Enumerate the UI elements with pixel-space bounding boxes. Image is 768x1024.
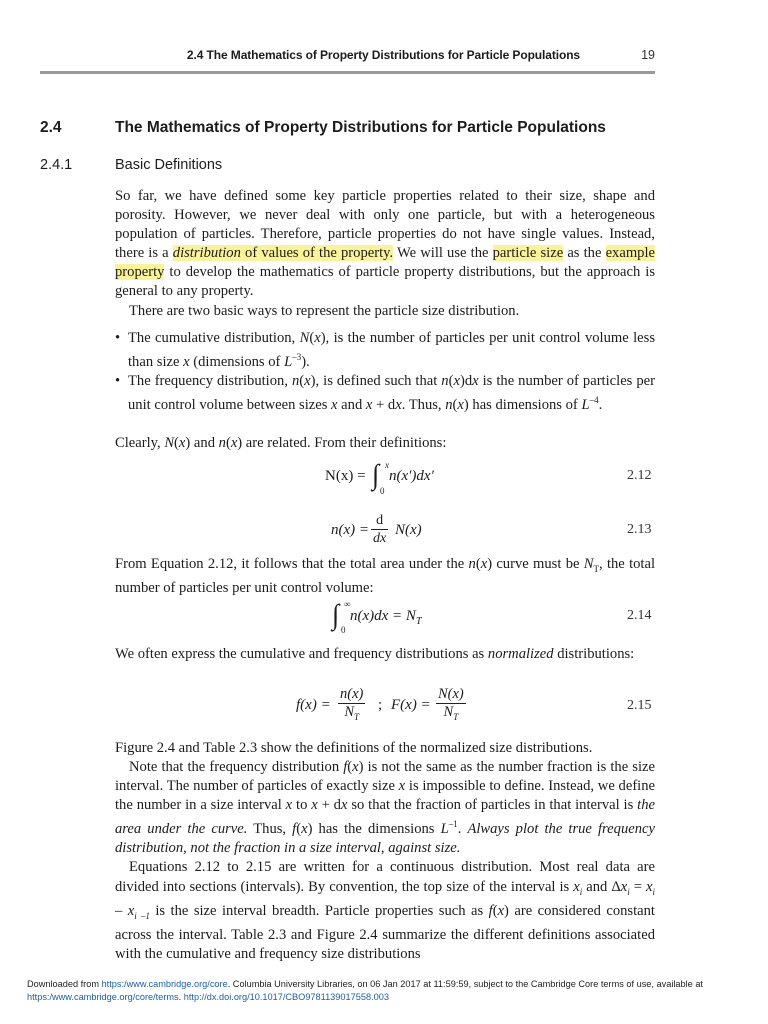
highlight: distribution of values of the property. bbox=[172, 245, 394, 262]
eq-separator: ; bbox=[378, 697, 383, 713]
eq-rhs: $n(x)dx = N_T$ bbox=[350, 608, 422, 627]
closing-paragraphs bbox=[115, 739, 655, 964]
section-title: The Mathematics of Property Distributions for Particle Populations bbox=[115, 119, 606, 136]
eq-rhs: N(x) bbox=[395, 522, 422, 538]
eq-lhs: F(x) = bbox=[391, 697, 431, 713]
header-rule bbox=[40, 71, 655, 74]
paragraph: From Equation 2.12, it follows that the total area under the n(x) curve must be $N_T$, the total number of particles per unit control volume: bbox=[115, 556, 656, 596]
equation-number: 2.15 bbox=[627, 698, 652, 713]
eq-upper-limit: ∞ bbox=[344, 599, 351, 609]
fraction: $\frac{N(x)}{N_T}$ bbox=[438, 686, 464, 722]
fraction: $\frac{d}{dx}$ bbox=[373, 513, 387, 546]
eq-lhs: N(x) = bbox=[325, 468, 366, 484]
eq-lhs: n(x) = bbox=[331, 522, 370, 538]
list-item: • The cumulative distribution, N(x), is the number of particles per unit control volume less than size x (dimensions of $L^{-3}$). bbox=[115, 329, 655, 372]
bullet-list bbox=[115, 329, 655, 415]
intro-paragraphs bbox=[115, 187, 655, 321]
running-head bbox=[40, 48, 655, 66]
paragraph: Equations 2.12 to 2.15 are written for a continuous distribution. Most real data are divided into sections (intervals). By convention, the top size of the interval is $x_i$ and $\Delta x_i = x_i - x_{i -1}$ is the size interval breadth. Particle properties such as f(x) are considered constant across the interval. Table 2.3 and Figure 2.4 summarize the different definitions associated with the cumulative and frequency size distributions bbox=[115, 859, 655, 962]
subsection-title: Basic Definitions bbox=[115, 157, 223, 173]
integral-sign: ∫ bbox=[372, 458, 380, 491]
equation-2-13 bbox=[331, 512, 531, 552]
doi-link[interactable]: http://dx.doi.org/10.1017/CBO9781139017558.003 bbox=[183, 992, 389, 1002]
subsection-number: 2.4.1 bbox=[40, 157, 73, 173]
equation-number: 2.13 bbox=[627, 522, 652, 537]
eq-rhs: n(x′)dx′ bbox=[389, 468, 434, 484]
equation-2-12 bbox=[325, 460, 525, 496]
equation-2-14 bbox=[332, 600, 482, 636]
eq-upper-limit: x bbox=[385, 460, 389, 470]
equation-2-15 bbox=[296, 686, 536, 728]
paragraph: Clearly, N(x) and n(x) are related. From their definitions: bbox=[115, 435, 447, 451]
equation-number: 2.14 bbox=[627, 608, 652, 623]
fraction: $\frac{n(x)}{N_T}$ bbox=[340, 686, 364, 722]
running-title: 2.4 The Mathematics of Property Distributions for Particle Populations bbox=[186, 48, 580, 62]
paragraph: We often express the cumulative and frequency distributions as normalized distributions: bbox=[115, 646, 635, 662]
integral-sign: ∫ bbox=[332, 598, 340, 631]
core-link[interactable]: https:/www.cambridge.org/core bbox=[101, 979, 228, 989]
highlight: particle size bbox=[492, 245, 564, 262]
list-item: • The frequency distribution, n(x), is defined such that n(x)dx is the number of particles per unit control volume between sizes x and x + dx. Thus, n(x) has dimensions of $L^{-4}$. bbox=[115, 372, 655, 415]
eq-lower-limit: 0 bbox=[380, 486, 385, 496]
eq-lhs: f(x) = bbox=[296, 697, 331, 713]
paragraph: There are two basic ways to represent the particle size distribution. bbox=[129, 302, 520, 319]
highlight: example property bbox=[115, 245, 656, 281]
page-number: 19 bbox=[641, 48, 655, 62]
paragraph: So far, we have defined some key particle properties related to their size, shape and porosity. However, we never deal with only one particle, but with a heterogeneous population of particles. Therefore, particle properties do not have single values. Instead, there is a distribution of values of the property. We will use the particle size as the example property to develop the mathematics of particle property distributions, but the approach is general to any property. bbox=[115, 188, 656, 300]
download-footer: Downloaded from https:/www.cambridge.org/core. Columbia University Libraries, on 06 Jan 2017 at 11:59:59, subject to the Cambridge Core terms of use, available at https:/www.cambridge.org/core/terms. http://dx.doi.org/10.1017/CBO9781139017558.003 bbox=[27, 979, 703, 1002]
eq-lower-limit: 0 bbox=[341, 625, 346, 635]
paragraph: Figure 2.4 and Table 2.3 show the definitions of the normalized size distributions. bbox=[115, 740, 593, 756]
paragraph: Note that the frequency distribution f(x) is not the same as the number fraction is the size interval. The number of particles of exactly size x is impossible to define. Instead, we define the number in a size interval x to x + dx so that the fraction of particles in that interval is the area under the curve. Thus, f(x) has the dimensions $L^{-1}$. Always plot the true frequency distribution, not the fraction in a size interval, against size. bbox=[115, 759, 656, 857]
equation-number: 2.12 bbox=[627, 468, 652, 483]
section-number: 2.4 bbox=[40, 119, 62, 136]
terms-link[interactable]: https:/www.cambridge.org/core/terms bbox=[27, 992, 179, 1002]
